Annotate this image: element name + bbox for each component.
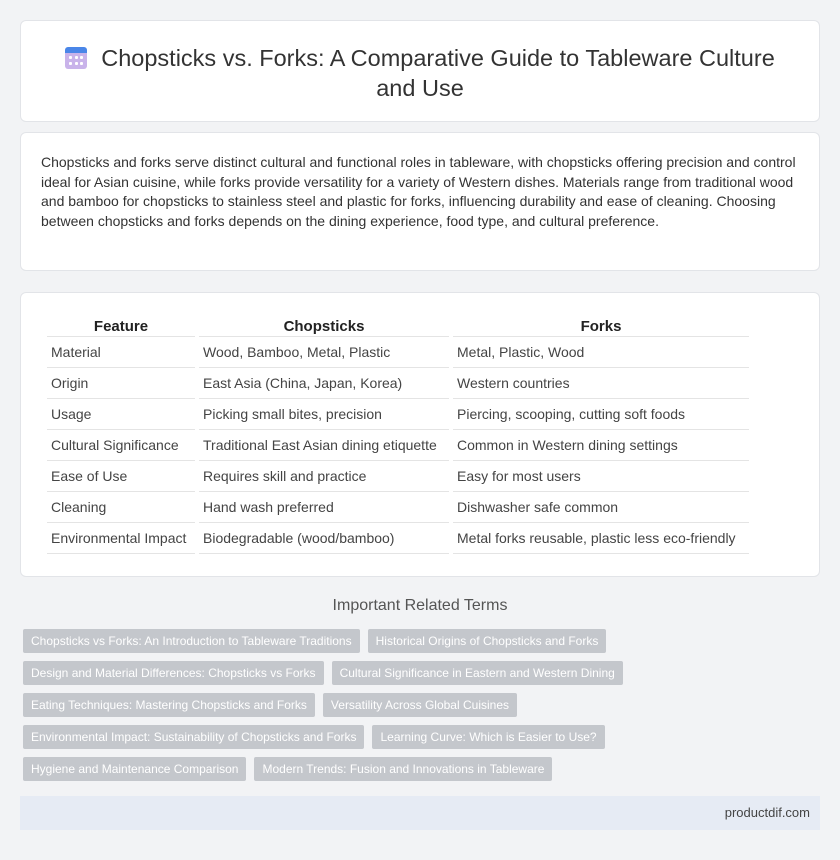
feature-cell: Environmental Impact: [47, 523, 195, 554]
feature-cell: Ease of Use: [47, 461, 195, 492]
table-row: [47, 430, 749, 461]
related-term-tag[interactable]: Cultural Significance in Eastern and Western Dining: [332, 661, 623, 685]
feature-cell: Origin: [47, 368, 195, 399]
forks-cell: Metal forks reusable, plastic less eco-friendly: [453, 523, 749, 554]
table-row: [47, 523, 749, 554]
related-term-tag[interactable]: Eating Techniques: Mastering Chopsticks and Forks: [23, 693, 315, 717]
table-row: [47, 368, 749, 399]
column-header-feature: Feature: [47, 315, 195, 337]
table-row: [47, 399, 749, 430]
calendar-icon: [65, 45, 87, 69]
feature-cell: Material: [47, 337, 195, 368]
forks-cell: Dishwasher safe common: [453, 492, 749, 523]
related-term-tag[interactable]: Learning Curve: Which is Easier to Use?: [372, 725, 604, 749]
chopsticks-cell: Picking small bites, precision: [199, 399, 449, 430]
feature-cell: Cultural Significance: [47, 430, 195, 461]
tag-row: [23, 661, 623, 685]
chopsticks-cell: East Asia (China, Japan, Korea): [199, 368, 449, 399]
forks-cell: Common in Western dining settings: [453, 430, 749, 461]
tag-row: [23, 757, 552, 781]
related-term-tag[interactable]: Design and Material Differences: Chopsticks vs Forks: [23, 661, 324, 685]
forks-cell: Easy for most users: [453, 461, 749, 492]
table-header-row: [47, 315, 749, 337]
table-body: [47, 337, 749, 554]
tag-row: [23, 725, 605, 749]
comparison-table-card: [20, 292, 820, 577]
feature-cell: Usage: [47, 399, 195, 430]
intro-card: [20, 132, 820, 271]
related-term-tag[interactable]: Chopsticks vs Forks: An Introduction to Tableware Traditions: [23, 629, 360, 653]
chopsticks-cell: Biodegradable (wood/bamboo): [199, 523, 449, 554]
related-term-tag[interactable]: Modern Trends: Fusion and Innovations in Tableware: [254, 757, 552, 781]
related-term-tag[interactable]: Environmental Impact: Sustainability of Chopsticks and Forks: [23, 725, 364, 749]
table-row: [47, 461, 749, 492]
related-term-tag[interactable]: Historical Origins of Chopsticks and Forks: [368, 629, 607, 653]
table-row: [47, 337, 749, 368]
tag-row: [23, 693, 517, 717]
page-title-wrap: [61, 43, 779, 103]
page-title: Chopsticks vs. Forks: A Comparative Guide to Tableware Culture and Use: [101, 45, 775, 101]
chopsticks-cell: Hand wash preferred: [199, 492, 449, 523]
related-term-tag[interactable]: Hygiene and Maintenance Comparison: [23, 757, 246, 781]
feature-cell: Cleaning: [47, 492, 195, 523]
related-terms-heading: Important Related Terms: [332, 597, 508, 614]
table-row: [47, 492, 749, 523]
forks-cell: Western countries: [453, 368, 749, 399]
related-term-tag[interactable]: Versatility Across Global Cuisines: [323, 693, 517, 717]
forks-cell: Piercing, scooping, cutting soft foods: [453, 399, 749, 430]
chopsticks-cell: Wood, Bamboo, Metal, Plastic: [199, 337, 449, 368]
header-card: [20, 20, 820, 122]
tag-row: [23, 629, 606, 653]
chopsticks-cell: Traditional East Asian dining etiquette: [199, 430, 449, 461]
chopsticks-cell: Requires skill and practice: [199, 461, 449, 492]
footer: [20, 796, 820, 830]
column-header-forks: Forks: [453, 315, 749, 337]
column-header-chopsticks: Chopsticks: [199, 315, 449, 337]
intro-paragraph: Chopsticks and forks serve distinct cultural and functional roles in tableware, with chopsticks offering precision and control ideal for Asian cuisine, while forks provide versatility for a variety of Western dishes. Materials range from traditional wood and bamboo for chopsticks to stainless steel and plastic for forks, influencing durability and ease of cleaning. Choosing between chopsticks and forks depends on the dining experience, food type, and cultural preference.: [41, 154, 796, 229]
forks-cell: Metal, Plastic, Wood: [453, 337, 749, 368]
comparison-table: [43, 315, 753, 554]
footer-site-link[interactable]: productdif.com: [724, 805, 810, 820]
